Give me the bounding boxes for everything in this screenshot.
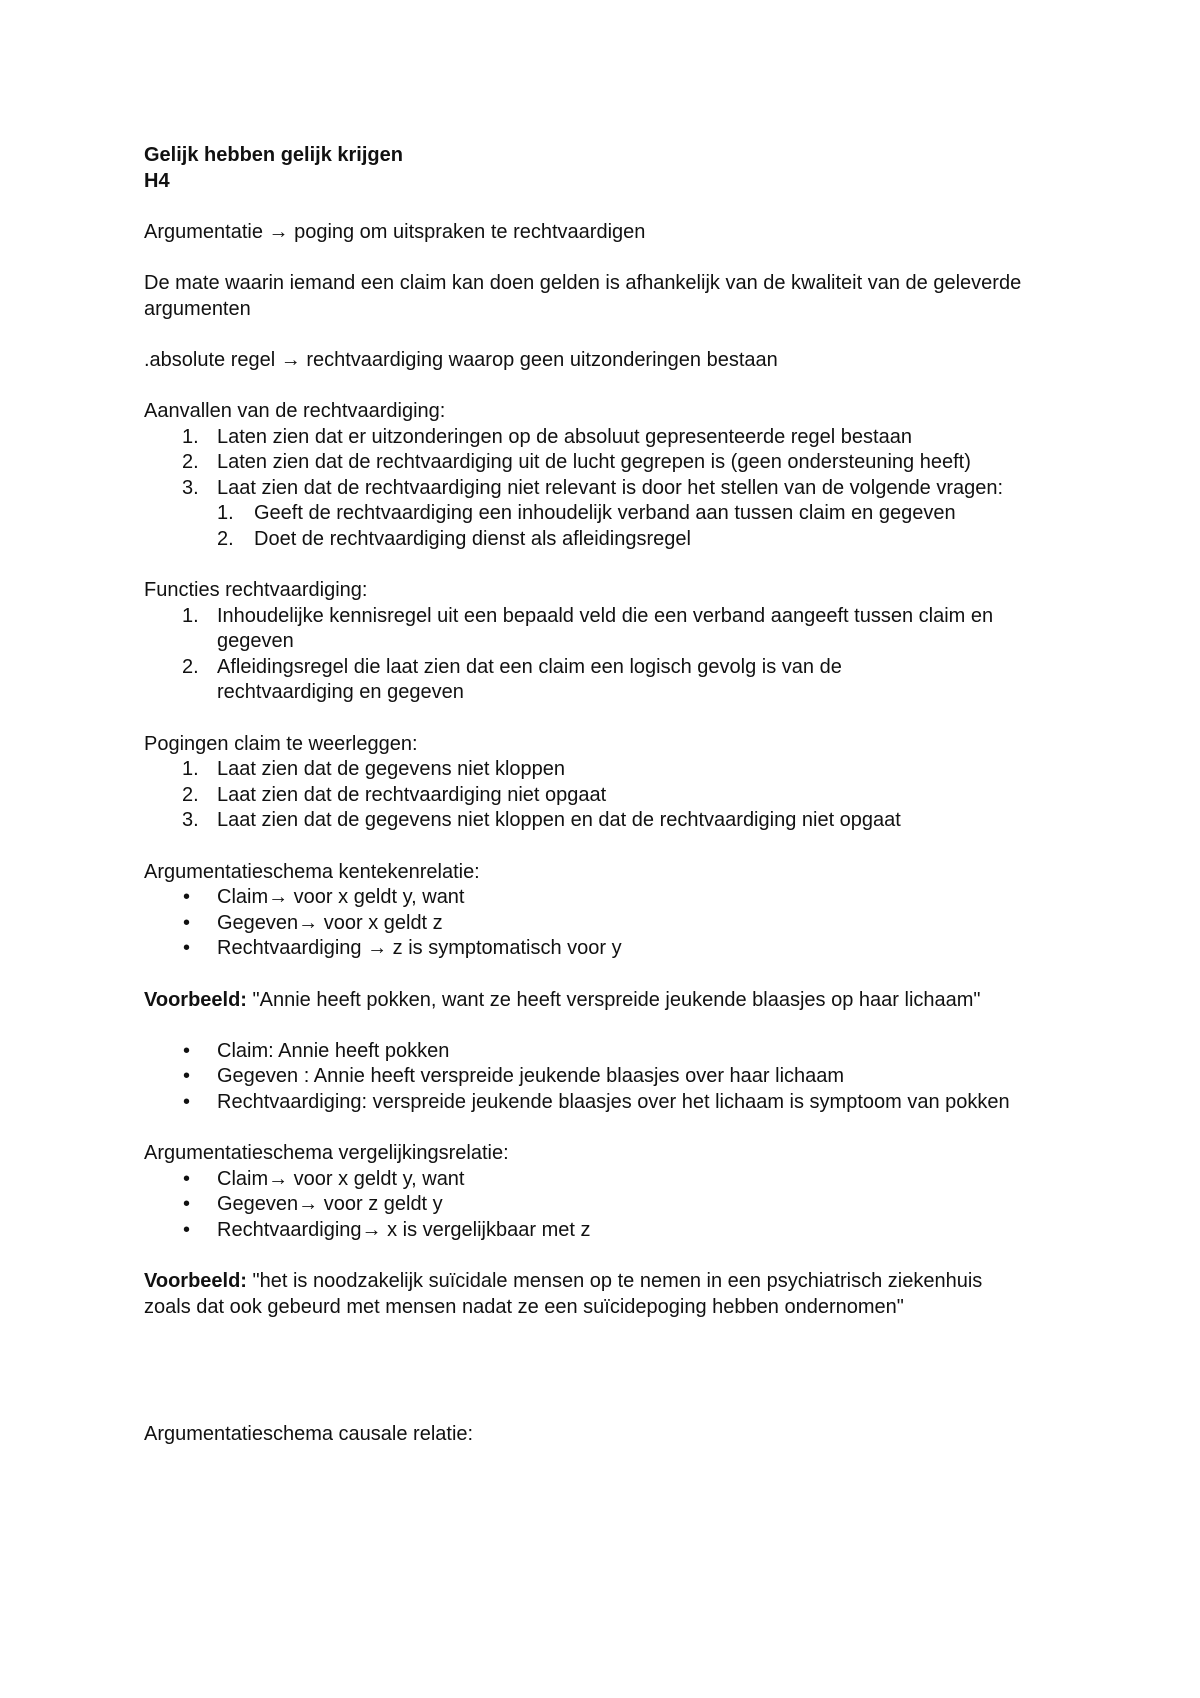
paragraph-mate: De mate waarin iemand een claim kan doen gelden is afhankelijk van de kwaliteit van de geleverde argumenten (144, 271, 1022, 320)
heading-pogingen: Pogingen claim te weerleggen: (144, 732, 418, 755)
list-item: • Rechtvaardiging: verspreide jeukende blaasjes over het lichaam is symptoom van pokken (144, 1090, 1064, 1116)
list-item: • Claim→ voor x geldt y, want (144, 885, 1120, 911)
heading-causale-relatie: Argumentatieschema causale relatie: (144, 1423, 474, 1446)
list-number: 2. (182, 451, 199, 474)
list-item: • Gegeven : Annie heeft verspreide jeukende blaasjes over haar lichaam (144, 1064, 1064, 1090)
list-number: 1. (182, 425, 199, 448)
list-item: • Claim→ voor x geldt y, want (144, 1167, 1120, 1193)
voorbeeld-1 (144, 988, 1024, 1014)
list-item: • Claim: Annie heeft pokken (144, 1039, 1064, 1065)
voorbeeld-label: Voorbeeld: (144, 988, 247, 1011)
bullet-icon: • (183, 1039, 191, 1062)
list-item: • Gegeven→ voor x geldt z (144, 911, 1120, 937)
list-item: 2. Laat zien dat de rechtvaardiging niet opgaat (144, 783, 1120, 809)
bullet-icon: • (183, 937, 191, 960)
list-pogingen (144, 757, 1120, 834)
bullet-icon: • (183, 1090, 191, 1113)
list-functies (144, 604, 1064, 706)
list-item: • Rechtvaardiging → z is symptomatisch voor y (144, 936, 1120, 962)
bullet-icon: • (183, 886, 191, 909)
list-number: 1. (217, 502, 234, 525)
heading-kentekenrelatie: Argumentatieschema kentekenrelatie: (144, 860, 480, 883)
list-number: 2. (182, 783, 199, 806)
voorbeeld-2 (144, 1269, 1004, 1320)
list-item: 2. Afleidingsregel die laat zien dat een claim een logisch gevolg is van de rechtvaardiging en gegeven (182, 655, 842, 704)
list-item: 3. Laat zien dat de gegevens niet kloppen en dat de rechtvaardiging niet opgaat (144, 808, 1120, 834)
list-item: 1. Inhoudelijke kennisregel uit een bepaald veld die een verband aangeeft tussen claim en gegeven (182, 604, 994, 653)
list-number: 2. (182, 655, 199, 678)
list-item: 3. Laat zien dat de rechtvaardiging niet relevant is door het stellen van de volgende vragen: (144, 476, 1077, 502)
bullet-icon: • (183, 1193, 191, 1216)
list-kentekenrelatie (144, 885, 1120, 962)
list-item: • Rechtvaardiging→ x is vergelijkbaar met z (144, 1218, 1120, 1244)
list-item: 1. Laat zien dat de gegevens niet kloppen (144, 757, 1120, 783)
paragraph-argumentatie: Argumentatie → poging om uitspraken te rechtvaardigen (144, 220, 646, 243)
bullet-icon: • (183, 1167, 191, 1190)
heading-vergelijkingsrelatie: Argumentatieschema vergelijkingsrelatie: (144, 1142, 509, 1165)
list-item: 2. Laten zien dat de rechtvaardiging uit de lucht gegrepen is (geen ondersteuning heeft) (144, 450, 1120, 476)
bullet-icon: • (183, 1065, 191, 1088)
list-vergelijkingsrelatie (144, 1167, 1120, 1244)
list-item: 1. Laten zien dat er uitzonderingen op de absoluut gepresenteerde regel bestaan (144, 425, 1120, 451)
list-item: 1. Geeft de rechtvaardiging een inhoudelijk verband aan tussen claim en gegeven (144, 501, 1120, 527)
document-subtitle: H4 (144, 169, 170, 192)
bullet-icon: • (183, 911, 191, 934)
heading-functies: Functies rechtvaardiging: (144, 579, 368, 602)
voorbeeld-text: "het is noodzakelijk suïcidale mensen op te nemen in een psychiatrisch ziekenhuis zoals dat ook gebeurd met mensen nadat ze een suïcidepoging hebben ondernomen" (144, 1270, 983, 1318)
sublist-aanvallen (144, 501, 1120, 552)
list-number: 1. (182, 604, 199, 627)
list-item: 2. Doet de rechtvaardiging dienst als afleidingsregel (144, 527, 1120, 553)
heading-aanvallen: Aanvallen van de rechtvaardiging: (144, 399, 446, 422)
document-title: Gelijk hebben gelijk krijgen (144, 144, 403, 166)
list-number: 3. (182, 476, 199, 499)
list-number: 2. (217, 527, 234, 550)
voorbeeld-text: "Annie heeft pokken, want ze heeft verspreide jeukende blaasjes op haar lichaam" (246, 988, 981, 1011)
list-voorbeeld-1 (144, 1039, 1064, 1116)
paragraph-absolute-regel: .absolute regel → rechtvaardiging waarop geen uitzonderingen bestaan (144, 348, 778, 371)
bullet-icon: • (183, 1218, 191, 1241)
list-item: • Gegeven→ voor z geldt y (144, 1192, 1120, 1218)
voorbeeld-label: Voorbeeld: (144, 1270, 247, 1293)
list-aanvallen (144, 425, 1120, 502)
list-number: 1. (182, 758, 199, 781)
list-number: 3. (182, 809, 199, 832)
